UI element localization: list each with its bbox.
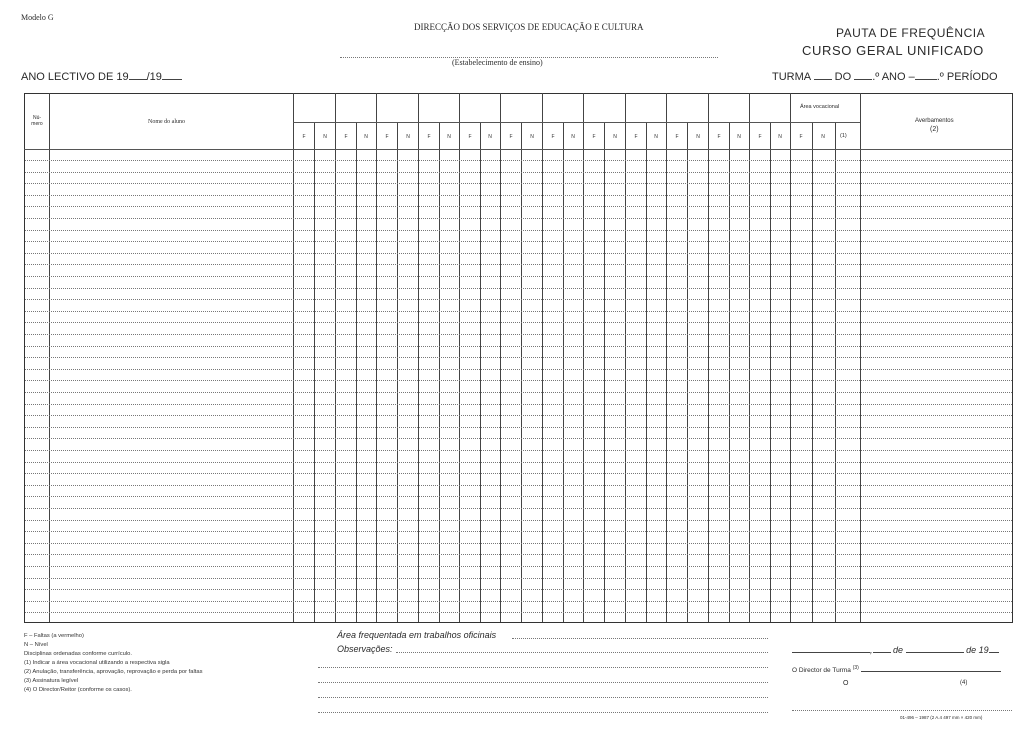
table-row	[25, 206, 1012, 207]
table-row	[25, 566, 1012, 567]
table-row	[25, 276, 1012, 277]
legend-item: Disciplinas ordenadas conforme currículo.	[24, 651, 132, 657]
periodo-label: .º PERÍODO	[936, 71, 998, 83]
n-column-label: N	[654, 134, 658, 140]
modelo-label: Modelo G	[21, 13, 54, 22]
date-de-19: de 19	[966, 645, 989, 655]
form-subtitle: CURSO GERAL UNIFICADO	[802, 43, 984, 58]
n-column-label: N	[530, 134, 534, 140]
area-frequentada-line[interactable]	[512, 638, 768, 639]
observacoes-line-4[interactable]	[318, 697, 768, 698]
header-bottom-line	[24, 149, 1013, 150]
area-note-1: (1)	[840, 133, 847, 139]
table-row	[25, 357, 1012, 358]
table-row	[25, 172, 1012, 173]
date-year-field[interactable]	[989, 643, 999, 653]
fn-divider	[397, 122, 398, 622]
table-row	[25, 311, 1012, 312]
table-row	[25, 160, 1012, 161]
turma-line	[772, 70, 998, 83]
fn-divider	[646, 122, 647, 622]
observacoes-line-5[interactable]	[318, 712, 768, 713]
col-nome-header: Nome do aluno	[148, 119, 185, 125]
n-column-label: N	[696, 134, 700, 140]
table-row	[25, 230, 1012, 231]
header-mid-line	[293, 122, 860, 123]
n-column-label: N	[571, 134, 575, 140]
legend-item: (3) Assinatura legível	[24, 678, 79, 684]
n-column-label: N	[613, 134, 617, 140]
table-row	[25, 380, 1012, 381]
table-row	[25, 554, 1012, 555]
fn-divider	[439, 122, 440, 622]
date-line: , de de 19	[792, 643, 999, 655]
observacoes-line-1[interactable]	[396, 652, 768, 653]
table-row	[25, 589, 1012, 590]
fn-divider	[812, 122, 813, 622]
table-row	[25, 195, 1012, 196]
table-row	[25, 346, 1012, 347]
ano-lectivo	[21, 70, 182, 83]
do-label: DO	[834, 71, 852, 83]
n-column-label: N	[778, 134, 782, 140]
legend	[24, 632, 203, 695]
director-turma-label: O Director de Turma	[792, 667, 851, 674]
legend-item: N – Nível	[24, 642, 48, 648]
legend-item: F – Faltas (a vermelho)	[24, 633, 84, 639]
table-row	[25, 253, 1012, 254]
f-column-label: F	[551, 134, 555, 140]
director-turma-signature[interactable]	[861, 664, 1001, 672]
fn-divider	[356, 122, 357, 622]
legend-item: (4) O Director/Reitor (conforme os casos).	[24, 687, 132, 693]
legend-item: (1) Indicar a área vocacional utilizando a respectiva sigla	[24, 660, 170, 666]
averbamentos-note: (2)	[930, 126, 939, 133]
ano-lectivo-label: ANO LECTIVO DE 19	[21, 71, 129, 83]
table-row	[25, 531, 1012, 532]
fn-divider	[314, 122, 315, 622]
department-title: DIRECÇÃO DOS SERVIÇOS DE EDUCAÇÃO E CULTURA	[414, 22, 644, 32]
director-zero: O	[843, 680, 849, 687]
table-row	[25, 334, 1012, 335]
table-row	[25, 427, 1012, 428]
col-numero-header: Nú-mero	[31, 115, 43, 127]
table-row	[25, 462, 1012, 463]
table-row	[25, 288, 1012, 289]
f-column-label: F	[799, 134, 803, 140]
table-row	[25, 543, 1012, 544]
table-row	[25, 415, 1012, 416]
n-column-label: N	[364, 134, 368, 140]
fn-divider	[521, 122, 522, 622]
form-title: PAUTA DE FREQUÊNCIA	[836, 26, 986, 40]
f-column-label: F	[468, 134, 472, 140]
table-row	[25, 438, 1012, 439]
observacoes-line-2[interactable]	[318, 667, 768, 668]
area-vocacional-header: Área vocacional	[800, 104, 840, 110]
turma-field[interactable]	[814, 70, 832, 80]
director-note-4: (4)	[960, 680, 968, 686]
averbamentos-header: Averbamentos	[915, 118, 954, 124]
f-column-label: F	[634, 134, 638, 140]
n-column-label: N	[323, 134, 327, 140]
date-place-field[interactable]	[792, 643, 870, 653]
observacoes-label: Observações:	[337, 644, 393, 654]
fn-divider	[687, 122, 688, 622]
table-row	[25, 299, 1012, 300]
director-signature-line[interactable]	[792, 710, 1012, 711]
observacoes-line-3[interactable]	[318, 682, 768, 683]
table-row	[25, 508, 1012, 509]
fn-divider	[604, 122, 605, 622]
table-row	[25, 183, 1012, 184]
director-turma-line	[792, 664, 1001, 674]
f-column-label: F	[302, 134, 306, 140]
periodo-field[interactable]	[915, 70, 937, 80]
f-column-label: F	[509, 134, 513, 140]
fn-divider	[729, 122, 730, 622]
fn-divider	[563, 122, 564, 622]
f-column-label: F	[385, 134, 389, 140]
ano-label: .º ANO –	[872, 71, 915, 83]
table-row	[25, 392, 1012, 393]
table-row	[25, 218, 1012, 219]
table-row	[25, 450, 1012, 451]
table-row	[25, 601, 1012, 602]
table-row	[25, 322, 1012, 323]
area-frequentada-label: Área frequentada em trabalhos oficinais	[337, 630, 497, 640]
f-column-label: F	[675, 134, 679, 140]
establishment-label: (Estabelecimento de ensino)	[452, 58, 543, 67]
turma-label: TURMA	[772, 71, 811, 83]
table-row	[25, 520, 1012, 521]
print-code: 01-496 – 1987 (2 A.4 497 mm × 420 mm)	[900, 715, 983, 720]
fn-divider	[835, 122, 836, 622]
n-column-label: N	[821, 134, 825, 140]
director-turma-note: (3)	[852, 664, 859, 671]
f-column-label: F	[758, 134, 762, 140]
f-column-label: F	[717, 134, 721, 140]
table-row	[25, 612, 1012, 613]
table-row	[25, 241, 1012, 242]
legend-item: (2) Anulação, transferência, aprovação, reprovação e perda por faltas	[24, 669, 203, 675]
n-column-label: N	[488, 134, 492, 140]
table-row	[25, 404, 1012, 405]
table-row	[25, 264, 1012, 265]
f-column-label: F	[592, 134, 596, 140]
ano-lectivo-sep: /19	[146, 71, 162, 83]
n-column-label: N	[406, 134, 410, 140]
table-row	[25, 485, 1012, 486]
f-column-label: F	[344, 134, 348, 140]
date-month-field[interactable]	[906, 643, 964, 653]
ano-lectivo-field-2[interactable]	[162, 70, 182, 80]
fn-divider	[480, 122, 481, 622]
ano-lectivo-field-1[interactable]	[129, 70, 147, 80]
fn-divider	[770, 122, 771, 622]
table-row	[25, 496, 1012, 497]
table-row	[25, 578, 1012, 579]
date-day-field[interactable]	[873, 643, 891, 653]
ano-field[interactable]	[854, 70, 872, 80]
f-column-label: F	[427, 134, 431, 140]
n-column-label: N	[737, 134, 741, 140]
date-de-1: de	[893, 645, 904, 655]
n-column-label: N	[447, 134, 451, 140]
table-row	[25, 473, 1012, 474]
table-row	[25, 369, 1012, 370]
